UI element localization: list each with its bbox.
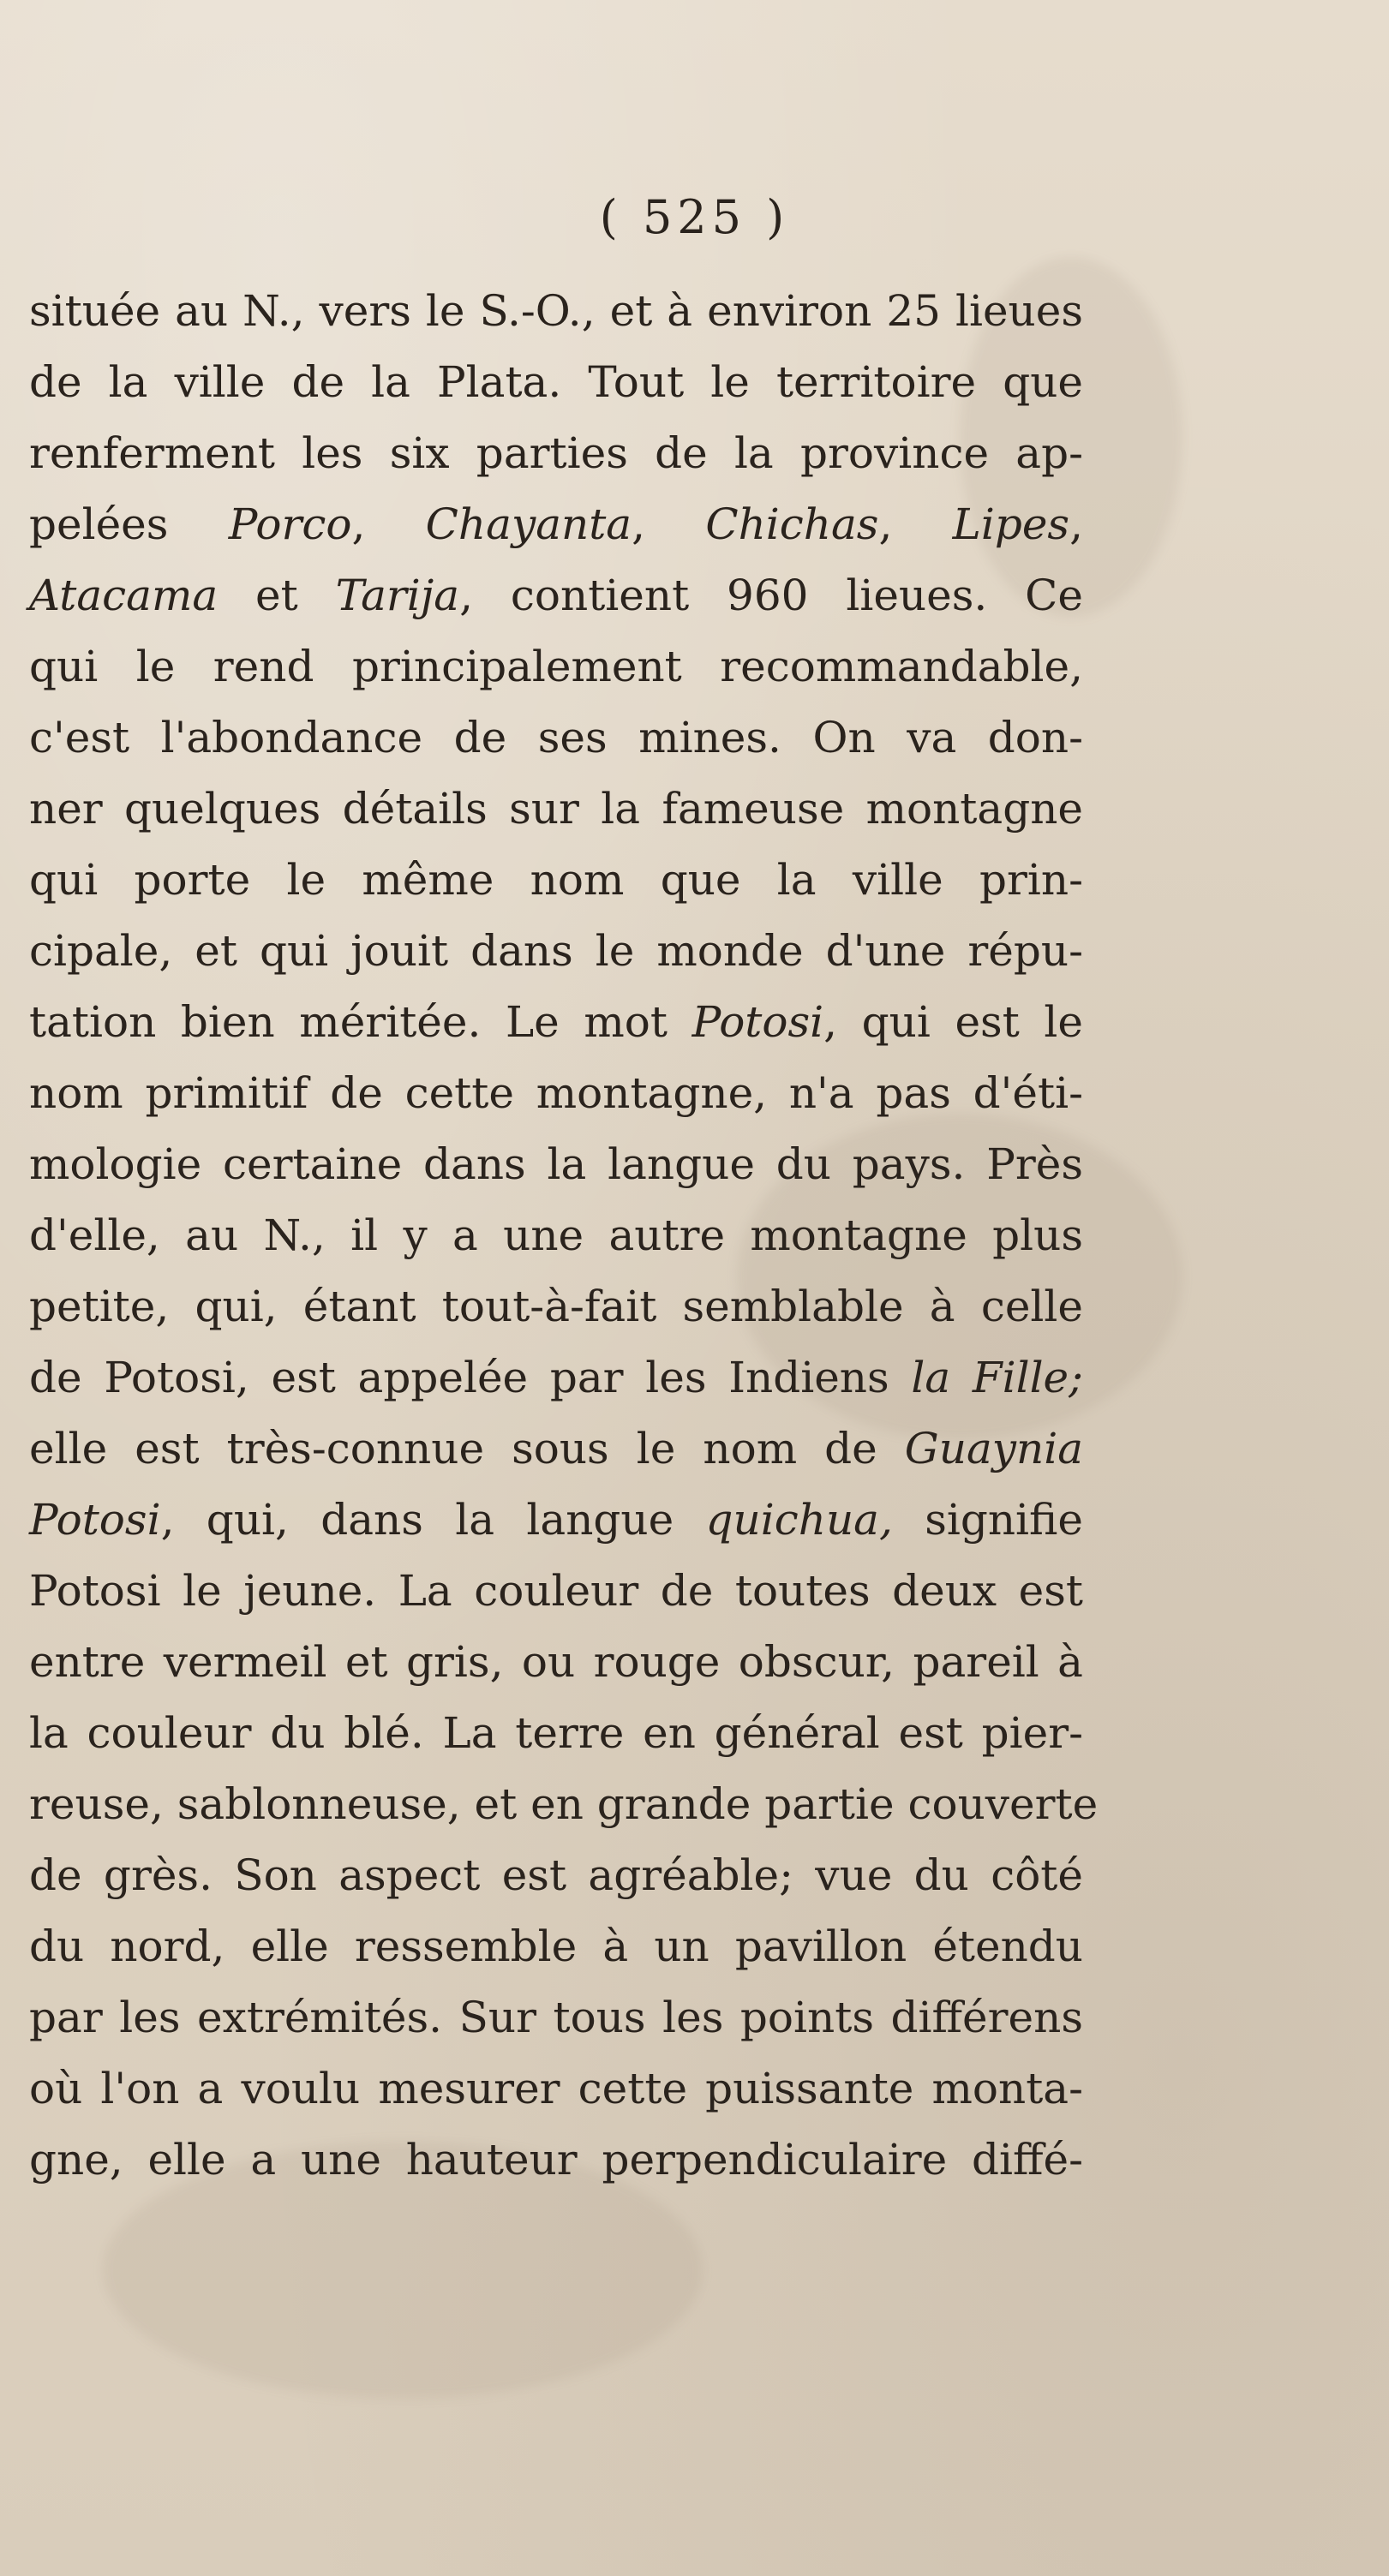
italic-term: Guaynia (904, 1424, 1083, 1473)
text-line: ner quelques détails sur la fameuse montagne (29, 784, 1083, 834)
text-line: elle est très-connue sous le nom de Guaynia (29, 1424, 1083, 1473)
italic-term: Porco (228, 499, 352, 549)
text-line: tation bien méritée. Le mot Potosi, qui est le (29, 997, 1083, 1047)
text-line: Potosi, qui, dans la langue quichua, signifie (29, 1495, 1083, 1545)
text-line: Atacama et Tarija, contient 960 lieues. Ce (29, 571, 1083, 620)
page-number: ( 525 ) (599, 190, 790, 244)
italic-term: Chayanta (425, 499, 632, 549)
text-line: gne, elle a une hauteur perpendiculaire diffé- (29, 2135, 1083, 2185)
text-line: mologie certaine dans la langue du pays. Près (29, 1139, 1083, 1189)
text-line: renferment les six parties de la province ap- (29, 428, 1083, 478)
text-line: reuse, sablonneuse, et en grande partie couverte (29, 1779, 1099, 1829)
text-line: de grès. Son aspect est agréable; vue du côté (29, 1850, 1083, 1900)
italic-term: la Fille; (911, 1353, 1083, 1402)
text-line: qui porte le même nom que la ville prin- (29, 855, 1083, 905)
text-line: c'est l'abondance de ses mines. On va don- (29, 713, 1083, 762)
text-line: entre vermeil et gris, ou rouge obscur, pareil à (29, 1637, 1083, 1687)
text-line: petite, qui, étant tout-à-fait semblable à celle (29, 1282, 1083, 1331)
text-line: la couleur du blé. La terre en général est pier- (29, 1708, 1083, 1758)
text-line: de Potosi, est appelée par les Indiens la Fille; (29, 1353, 1083, 1402)
text-line: cipale, et qui jouit dans le monde d'une répu- (29, 926, 1083, 976)
text-line: de la ville de la Plata. Tout le territoire que (29, 357, 1083, 407)
italic-term: Chichas (705, 499, 879, 549)
text-line: pelées Porco, Chayanta, Chichas, Lipes, (29, 499, 1083, 549)
body-text (29, 276, 1099, 2196)
text-line: Potosi le jeune. La couleur de toutes deux est (29, 1566, 1083, 1616)
text-line: située au N., vers le S.-O., et à environ 25 lieues (29, 286, 1083, 336)
italic-term: quichua, (705, 1495, 893, 1545)
italic-term: Lipes (952, 499, 1070, 549)
text-line: du nord, elle ressemble à un pavillon étendu (29, 1922, 1083, 1971)
text-line: d'elle, au N., il y a une autre montagne plus (29, 1210, 1083, 1260)
text-line: nom primitif de cette montagne, n'a pas d'éti- (29, 1068, 1083, 1118)
text-line: par les extrémités. Sur tous les points différens (29, 1993, 1083, 2042)
text-line: où l'on a voulu mesurer cette puissante monta- (29, 2064, 1083, 2113)
text-line: qui le rend principalement recommandable, (29, 642, 1083, 691)
italic-term: Potosi (692, 997, 824, 1047)
italic-term: Tarija (335, 571, 460, 620)
italic-term: Potosi (29, 1495, 161, 1545)
italic-term: Atacama (29, 571, 219, 620)
